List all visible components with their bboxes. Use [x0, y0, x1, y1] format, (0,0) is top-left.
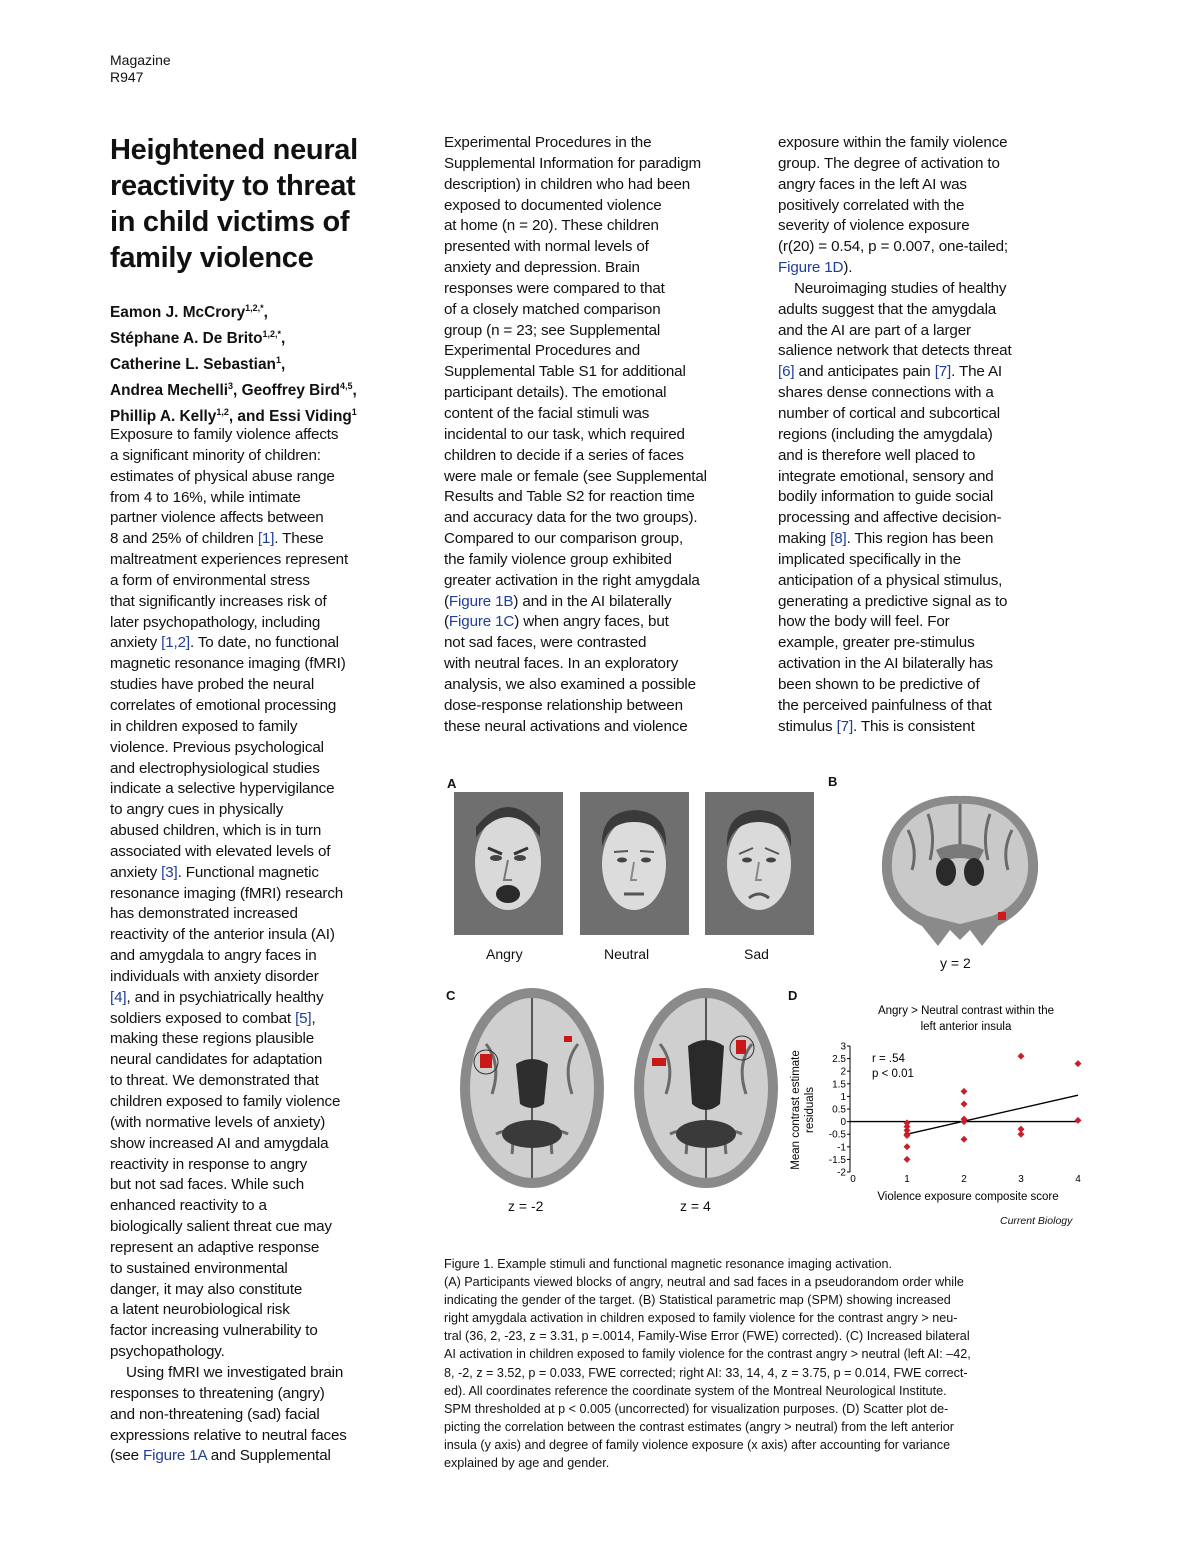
caption-line: insula (y axis) and degree of family violence exposure (x axis) after accounting for variance: [444, 1437, 951, 1452]
y-tick-label: 1.5: [832, 1079, 846, 1091]
text-line: indicate a selective hypervigilance: [110, 780, 335, 798]
citation-link[interactable]: [5]: [295, 1009, 312, 1027]
text-line: at home (n = 20). These children: [444, 217, 659, 235]
text-line: that significantly increases risk of: [110, 592, 327, 610]
title-line: in child victims of: [110, 206, 350, 238]
text-line: children exposed to family violence: [110, 1093, 341, 1110]
axial-brain-right-image: [630, 984, 782, 1192]
text-line: psychopathology.: [110, 1343, 225, 1361]
data-point: [961, 1088, 968, 1095]
correlation-annotation: p < 0.01: [872, 1068, 914, 1080]
text-line: but not sad faces. While such: [110, 1176, 305, 1194]
panel-label-c: C: [446, 988, 456, 1003]
x-axis-label: Violence exposure composite score: [877, 1191, 1059, 1203]
citation-link[interactable]: [1,2]: [161, 634, 190, 652]
data-point: [961, 1100, 968, 1107]
author-affiliation: 1: [275, 354, 281, 365]
text-line: number of cortical and subcortical: [778, 404, 1000, 422]
body-column-2: [444, 133, 762, 737]
text-line: with neutral faces. In an exploratory: [444, 655, 679, 673]
citation-link[interactable]: [8]: [830, 530, 847, 548]
text-line: estimates of physical abuse range: [110, 467, 335, 485]
text-line: Exposure to family violence affects: [110, 426, 339, 443]
x-tick-label: 3: [1018, 1174, 1024, 1185]
text-line: dose-response relationship between: [444, 696, 683, 714]
y-tick-label: 3: [840, 1041, 846, 1053]
text-line: Experimental Procedures in the: [444, 134, 652, 151]
author-list: [110, 298, 420, 428]
text-line: positively correlated with the: [778, 196, 965, 214]
caption-line: 8, -2, z = 3.52, p = 0.033, FWE corrected; right AI: 33, 14, 4, z = 3.75, p = 0.014, FWE correct-: [444, 1365, 968, 1380]
text-line: description) in children who had been: [444, 175, 691, 193]
text-line: Experimental Procedures and: [444, 342, 641, 360]
text-line: anxiety [3]. Functional magnetic: [110, 863, 319, 881]
text-line: anticipation of a physical stimulus,: [778, 571, 1003, 589]
body-column-1: [110, 425, 425, 1467]
text-line: regions (including the amygdala): [778, 425, 993, 443]
text-line: (r(20) = 0.54, p = 0.007, one-tailed;: [778, 238, 1009, 256]
text-line: show increased AI and amygdala: [110, 1134, 329, 1152]
text-line: individuals with anxiety disorder: [110, 967, 319, 985]
author-separator: ,: [233, 381, 242, 399]
text-line: making these regions plausible: [110, 1030, 315, 1048]
text-line: abused children, which is in turn: [110, 822, 322, 840]
author-affiliation: 3: [228, 380, 234, 391]
author-name: Stéphane A. De Brito: [110, 330, 263, 348]
text-line: partner violence affects between: [110, 509, 324, 527]
text-line: the family violence group exhibited: [444, 550, 672, 568]
x-tick-label: 1: [904, 1174, 910, 1185]
text-line: (see Figure 1A and Supplemental: [110, 1447, 331, 1465]
x-tick-label: 2: [961, 1174, 967, 1185]
text-line: a significant minority of children:: [110, 446, 321, 464]
caption-line: indicating the gender of the target. (B) Statistical parametric map (SPM) showing increased: [444, 1293, 951, 1308]
text-line: (Figure 1C) when angry faces, but: [444, 613, 669, 631]
data-point: [1075, 1117, 1082, 1124]
text-line: to sustained environmental: [110, 1259, 288, 1277]
text-line: and accuracy data for the two groups).: [444, 509, 698, 527]
text-line: to angry cues in physically: [110, 801, 284, 819]
text-line: (with normative levels of anxiety): [110, 1113, 326, 1131]
angry-face-image: [454, 792, 563, 935]
text-line: reactivity of the anterior insula (AI): [110, 926, 335, 944]
text-line: violence. Previous psychological: [110, 738, 324, 756]
data-point: [904, 1143, 911, 1150]
text-line: content of the facial stimuli was: [444, 404, 650, 422]
text-line: bodily information to guide social: [778, 488, 994, 506]
text-line: magnetic resonance imaging (fMRI): [110, 655, 346, 673]
text-line: children to decide if a series of faces: [444, 446, 684, 464]
text-line: group (n = 23; see Supplemental: [444, 321, 661, 339]
text-line: and non-threatening (sad) facial: [110, 1405, 320, 1423]
caption-line: Figure 1. Example stimuli and functional magnetic resonance imaging activation.: [444, 1257, 893, 1271]
journal-credit: Current Biology: [1000, 1215, 1073, 1227]
data-point: [1018, 1131, 1025, 1138]
chart-title: Angry > Neutral contrast within the: [877, 1005, 1055, 1017]
text-line: Neuroimaging studies of healthy: [794, 279, 1007, 297]
text-line: to threat. We demonstrated that: [110, 1072, 319, 1090]
text-line: a latent neurobiological risk: [110, 1301, 290, 1319]
author-affiliation: 1,2: [216, 406, 229, 417]
author-affiliation: 1,2,*: [245, 303, 264, 313]
text-line: presented with normal levels of: [444, 238, 649, 256]
caption-line: explained by age and gender.: [444, 1456, 610, 1471]
text-line: processing and affective decision-: [778, 509, 1002, 527]
author-separator: ,: [281, 330, 286, 348]
data-point: [1075, 1060, 1082, 1067]
figure-link[interactable]: Figure 1B: [448, 592, 514, 610]
citation-link[interactable]: [7]: [934, 363, 952, 381]
author-affiliation: 1: [351, 406, 357, 417]
text-line: and electrophysiological studies: [110, 759, 320, 777]
text-line: stimulus [7]. This is consistent: [778, 717, 975, 735]
title-line: Heightened neural: [110, 134, 358, 166]
text-line: and the AI are part of a larger: [778, 321, 971, 339]
chart-title: left anterior insula: [920, 1021, 1012, 1033]
text-line: [4], and in psychiatrically healthy: [110, 988, 324, 1006]
neutral-face-image: [580, 792, 689, 935]
figure-link[interactable]: Figure 1C: [448, 613, 515, 631]
author-name: Geoffrey Bird: [241, 381, 340, 399]
text-line: anxiety [1,2]. To date, no functional: [110, 634, 339, 652]
y-tick-label: -1.5: [828, 1154, 846, 1166]
caption-line: SPM thresholded at p < 0.005 (uncorrected) for visualization purposes. (D) Scatter plot de-: [444, 1401, 949, 1416]
author-name: Andrea Mechelli: [110, 381, 229, 399]
text-line: been shown to be predictive of: [778, 675, 980, 693]
text-line: example, greater pre-stimulus: [778, 634, 975, 652]
text-line: implicated specifically in the: [778, 550, 961, 568]
text-line: shares dense connections with a: [778, 384, 994, 402]
text-line: enhanced reactivity to a: [110, 1197, 267, 1215]
citation-link[interactable]: [6]: [778, 363, 795, 381]
caption-line: (A) Participants viewed blocks of angry, neutral and sad faces in a pseudorandom order while: [444, 1275, 964, 1290]
text-line: factor increasing vulnerability to: [110, 1322, 318, 1340]
text-line: participant details). The emotional: [444, 384, 667, 402]
y-axis-label: Mean contrast estimate: [790, 1050, 802, 1170]
face-label-angry: Angry: [486, 946, 523, 962]
y-tick-label: 2.5: [832, 1054, 846, 1066]
text-line: group. The degree of activation to: [778, 154, 1000, 172]
citation-link[interactable]: [4]: [110, 988, 127, 1006]
text-line: anxiety and depression. Brain: [444, 259, 640, 277]
text-line: Figure 1D).: [778, 259, 853, 277]
text-line: responses were compared to that: [444, 279, 665, 297]
author-separator: ,: [263, 304, 268, 322]
panel-label-b: B: [828, 774, 838, 789]
coronal-slice-label: y = 2: [940, 955, 971, 971]
figure-caption: [444, 1255, 1092, 1472]
caption-line: right amygdala activation in children exposed to family violence for the contrast angry > neu-: [444, 1311, 958, 1326]
correlation-annotation: r = .54: [872, 1053, 905, 1065]
axial-slice-label-right: z = 4: [680, 1198, 711, 1214]
text-line: incidental to our task, which required: [444, 425, 685, 443]
text-line: greater activation in the right amygdala: [444, 571, 700, 589]
text-line: exposure within the family violence: [778, 134, 1008, 151]
data-point: [904, 1156, 911, 1163]
text-line: exposed to documented violence: [444, 196, 662, 214]
text-line: how the body will feel. For: [778, 613, 950, 631]
sad-face-image: [705, 792, 814, 935]
text-line: Supplemental Information for paradigm: [444, 154, 701, 172]
data-point: [1018, 1053, 1025, 1060]
caption-line: AI activation in children exposed to family violence for the contrast angry > neutral (left AI: –42,: [444, 1347, 971, 1362]
text-line: from 4 to 16%, while intimate: [110, 488, 301, 506]
text-line: severity of violence exposure: [778, 217, 970, 235]
panel-label-a: A: [447, 776, 457, 791]
text-line: associated with elevated levels of: [110, 842, 331, 860]
title-line: reactivity to threat: [110, 170, 356, 202]
author-affiliation: 1,2,*: [262, 328, 282, 339]
text-line: [6] and anticipates pain [7]. The AI: [778, 363, 1002, 381]
y-tick-label: -2: [837, 1167, 846, 1179]
caption-line: tral (36, 2, -23, z = 3.31, p =.0014, Family-Wise Error (FWE) corrected). (C) Increased bilateral: [444, 1329, 970, 1344]
text-line: 8 and 25% of children [1]. These: [110, 530, 324, 548]
body-column-3: [778, 133, 1096, 737]
figure-link[interactable]: Figure 1D: [778, 259, 844, 277]
text-line: analysis, we also examined a possible: [444, 675, 696, 693]
text-line: in children exposed to family: [110, 717, 298, 735]
text-line: biologically salient threat cue may: [110, 1218, 332, 1236]
text-line: studies have probed the neural: [110, 676, 315, 694]
text-line: has demonstrated increased: [110, 905, 298, 923]
text-line: responses to threatening (angry): [110, 1384, 325, 1402]
y-tick-label: -1: [837, 1142, 846, 1154]
y-tick-label: 0: [840, 1117, 846, 1129]
text-line: Compared to our comparison group,: [444, 530, 684, 548]
section-label: Magazine: [110, 52, 171, 68]
text-line: and is therefore well placed to: [778, 446, 976, 464]
text-line: salience network that detects threat: [778, 342, 1012, 360]
text-line: Using fMRI we investigated brain: [126, 1363, 344, 1381]
axial-brain-left-image: [456, 984, 608, 1192]
face-label-neutral: Neutral: [604, 946, 650, 962]
panel-label-d: D: [788, 988, 798, 1003]
text-line: the perceived painfulness of that: [778, 696, 992, 714]
text-line: generating a predictive signal as to: [778, 592, 1008, 610]
text-line: soldiers exposed to combat [5],: [110, 1009, 316, 1027]
x-tick-label: 4: [1075, 1174, 1081, 1185]
text-line: Results and Table S2 for reaction time: [444, 488, 695, 506]
y-tick-label: 2: [840, 1066, 846, 1078]
caption-line: picting the correlation between the contrast estimates (angry > neutral) from the left anterior: [444, 1419, 954, 1434]
x-tick-label: 0: [850, 1174, 856, 1185]
text-line: correlates of emotional processing: [110, 696, 337, 714]
author-separator: ,: [352, 381, 357, 399]
text-line: activation in the AI bilaterally has: [778, 655, 993, 673]
coronal-brain-image: [878, 790, 1042, 950]
data-point: [961, 1136, 968, 1143]
text-line: reactivity in response to angry: [110, 1155, 308, 1173]
author-name: Catherine L. Sebastian: [110, 355, 276, 373]
text-line: and amygdala to angry faces in: [110, 947, 317, 965]
scatter-chart: [786, 998, 1092, 1212]
caption-line: ed). All coordinates reference the coordinate system of the Montreal Neurological Institute.: [444, 1383, 947, 1398]
text-line: danger, it may also constitute: [110, 1280, 303, 1298]
author-name: Eamon J. McCrory: [110, 304, 246, 322]
axial-slice-label-left: z = -2: [508, 1198, 544, 1214]
title-line: family violence: [110, 242, 314, 274]
text-line: a form of environmental stress: [110, 571, 310, 589]
author-separator: ,: [280, 355, 286, 373]
text-line: (Figure 1B) and in the AI bilaterally: [444, 592, 672, 610]
text-line: of a closely matched comparison: [444, 300, 661, 318]
author-affiliation: 4,5: [339, 380, 353, 391]
author-name: Essi Viding: [269, 407, 352, 425]
figure-link[interactable]: Figure 1A: [143, 1447, 207, 1465]
y-tick-label: 0.5: [832, 1104, 846, 1116]
text-line: adults suggest that the amygdala: [778, 300, 997, 318]
face-label-sad: Sad: [744, 946, 769, 962]
citation-link[interactable]: [3]: [161, 863, 178, 881]
text-line: angry faces in the left AI was: [778, 175, 967, 193]
y-tick-label: 1: [840, 1091, 846, 1103]
text-line: were male or female (see Supplemental: [444, 467, 707, 485]
text-line: resonance imaging (fMRI) research: [110, 884, 344, 902]
page-number: R947: [110, 69, 144, 85]
text-line: later psychopathology, including: [110, 613, 321, 631]
y-tick-label: -0.5: [828, 1129, 846, 1141]
text-line: maltreatment experiences represent: [110, 551, 349, 569]
text-line: integrate emotional, sensory and: [778, 467, 994, 485]
author-separator: , and: [228, 407, 270, 425]
text-line: represent an adaptive response: [110, 1238, 320, 1256]
citation-link[interactable]: [7]: [836, 717, 854, 735]
article-title: [110, 132, 410, 276]
text-line: Supplemental Table S1 for additional: [444, 363, 686, 381]
citation-link[interactable]: [1]: [257, 530, 275, 548]
text-line: not sad faces, were contrasted: [444, 634, 647, 652]
text-line: these neural activations and violence: [444, 717, 688, 735]
text-line: neural candidates for adaptation: [110, 1051, 323, 1069]
regression-line: [907, 1095, 1078, 1134]
author-name: Phillip A. Kelly: [110, 407, 217, 425]
text-line: expressions relative to neutral faces: [110, 1426, 347, 1444]
y-axis-label: residuals: [804, 1086, 816, 1134]
text-line: making [8]. This region has been: [778, 530, 994, 548]
